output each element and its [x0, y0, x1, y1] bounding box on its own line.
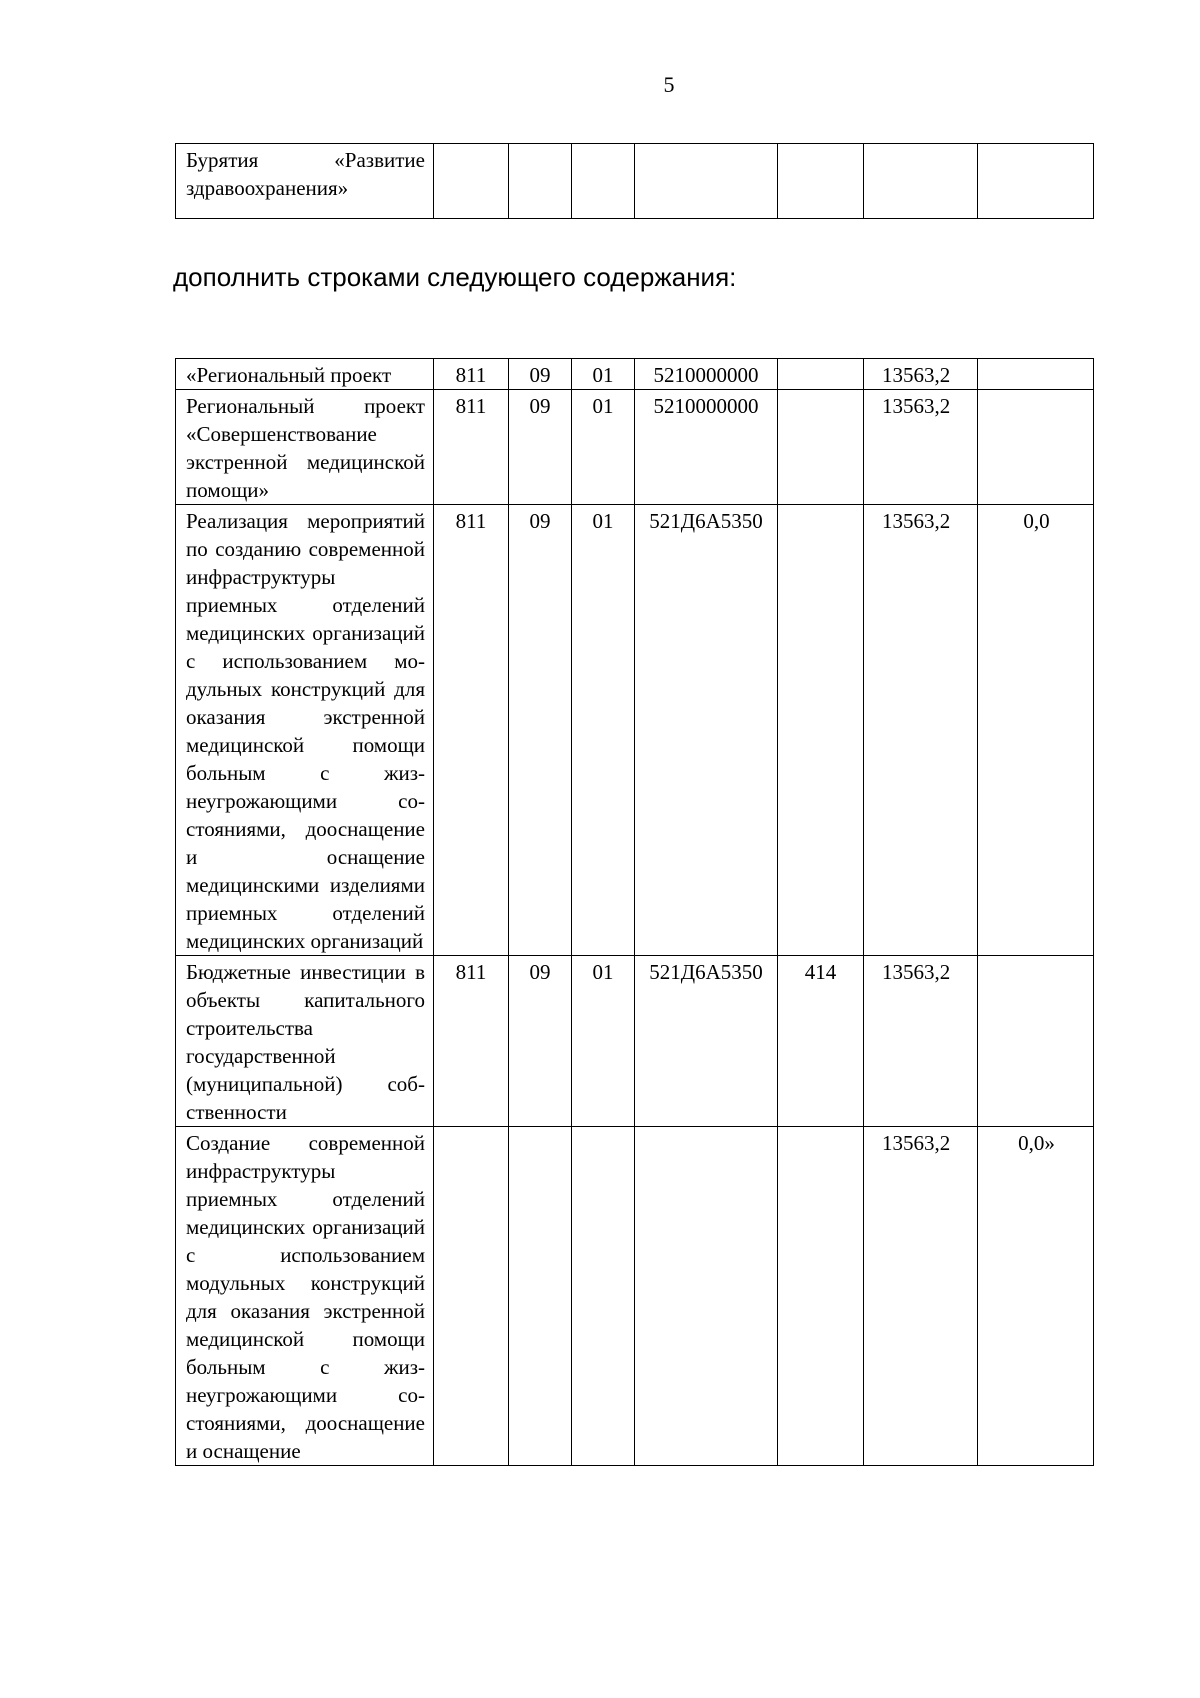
row-name-cell: Реализация мероприятий по созданию современной инфраструктуры приемных отделений медицинских организаций с использованием модульных конструкций для оказания экстренной медицинской помощи больным с жизнеугрожающими состояниями, дооснащение и оснащение медицинскими изделиями приемных отделений медицинских организаций — [176, 505, 434, 956]
instruction-text: дополнить строками следующего содержания: — [173, 262, 737, 292]
empty-cell — [509, 144, 572, 219]
row-name-cell: «Региональный проект — [176, 359, 434, 390]
empty-cell — [864, 144, 978, 219]
expense-type-cell — [778, 359, 864, 390]
subsection-code-cell: 01 — [572, 390, 635, 505]
subsection-code-cell: 01 — [572, 359, 635, 390]
amount-cell — [978, 359, 1094, 390]
row-name-cell: Создание современной инфраструктуры приемных отделений медицинских организаций с использованием модульных конструкций для оказания экстренной медицинской помощи больным с жизнеугрожающими состояниями, дооснащение и оснащение — [176, 1127, 434, 1466]
empty-cell — [572, 144, 635, 219]
amount-cell: 13563,2 — [864, 1127, 978, 1466]
expense-type-cell — [778, 390, 864, 505]
subsection-code-cell — [572, 1127, 635, 1466]
section-code-cell: 09 — [509, 359, 572, 390]
row-name-cell: Бурятия «Развитие здравоохранения» — [176, 144, 434, 219]
section-code-cell: 09 — [509, 505, 572, 956]
amount-cell: 13563,2 — [864, 359, 978, 390]
empty-cell — [635, 144, 778, 219]
expense-type-cell: 414 — [778, 956, 864, 1127]
amount-cell — [978, 390, 1094, 505]
amount-cell: 13563,2 — [864, 390, 978, 505]
ministry-code-cell: 811 — [434, 390, 509, 505]
inserted-rows-table — [175, 358, 1094, 1466]
empty-cell — [778, 144, 864, 219]
empty-cell — [978, 144, 1094, 219]
amount-cell: 13563,2 — [864, 505, 978, 956]
section-code-cell — [509, 1127, 572, 1466]
target-article-cell: 521Д6А5350 — [635, 956, 778, 1127]
section-code-cell: 09 — [509, 956, 572, 1127]
continued-table — [175, 143, 1094, 219]
table-row — [176, 505, 1094, 956]
ministry-code-cell: 811 — [434, 505, 509, 956]
table-row — [176, 390, 1094, 505]
expense-type-cell — [778, 505, 864, 956]
row-name-cell: Бюджетные инвестиции в объекты капитального строительства государственной (муниципальной) собственности — [176, 956, 434, 1127]
table-row — [176, 359, 1094, 390]
empty-cell — [434, 144, 509, 219]
table-row — [176, 956, 1094, 1127]
target-article-cell: 5210000000 — [635, 359, 778, 390]
target-article-cell: 521Д6А5350 — [635, 505, 778, 956]
ministry-code-cell — [434, 1127, 509, 1466]
page-number: 5 — [663, 72, 675, 97]
expense-type-cell — [778, 1127, 864, 1466]
row-name-cell: Региональный проект «Совершенствование экстренной медицинской помощи» — [176, 390, 434, 505]
ministry-code-cell: 811 — [434, 956, 509, 1127]
amount-cell — [978, 956, 1094, 1127]
ministry-code-cell: 811 — [434, 359, 509, 390]
amount-cell: 13563,2 — [864, 956, 978, 1127]
section-code-cell: 09 — [509, 390, 572, 505]
amount-cell: 0,0» — [978, 1127, 1094, 1466]
subsection-code-cell: 01 — [572, 505, 635, 956]
table-row — [176, 144, 1094, 219]
target-article-cell — [635, 1127, 778, 1466]
table-row — [176, 1127, 1094, 1466]
subsection-code-cell: 01 — [572, 956, 635, 1127]
amount-cell: 0,0 — [978, 505, 1094, 956]
target-article-cell: 5210000000 — [635, 390, 778, 505]
